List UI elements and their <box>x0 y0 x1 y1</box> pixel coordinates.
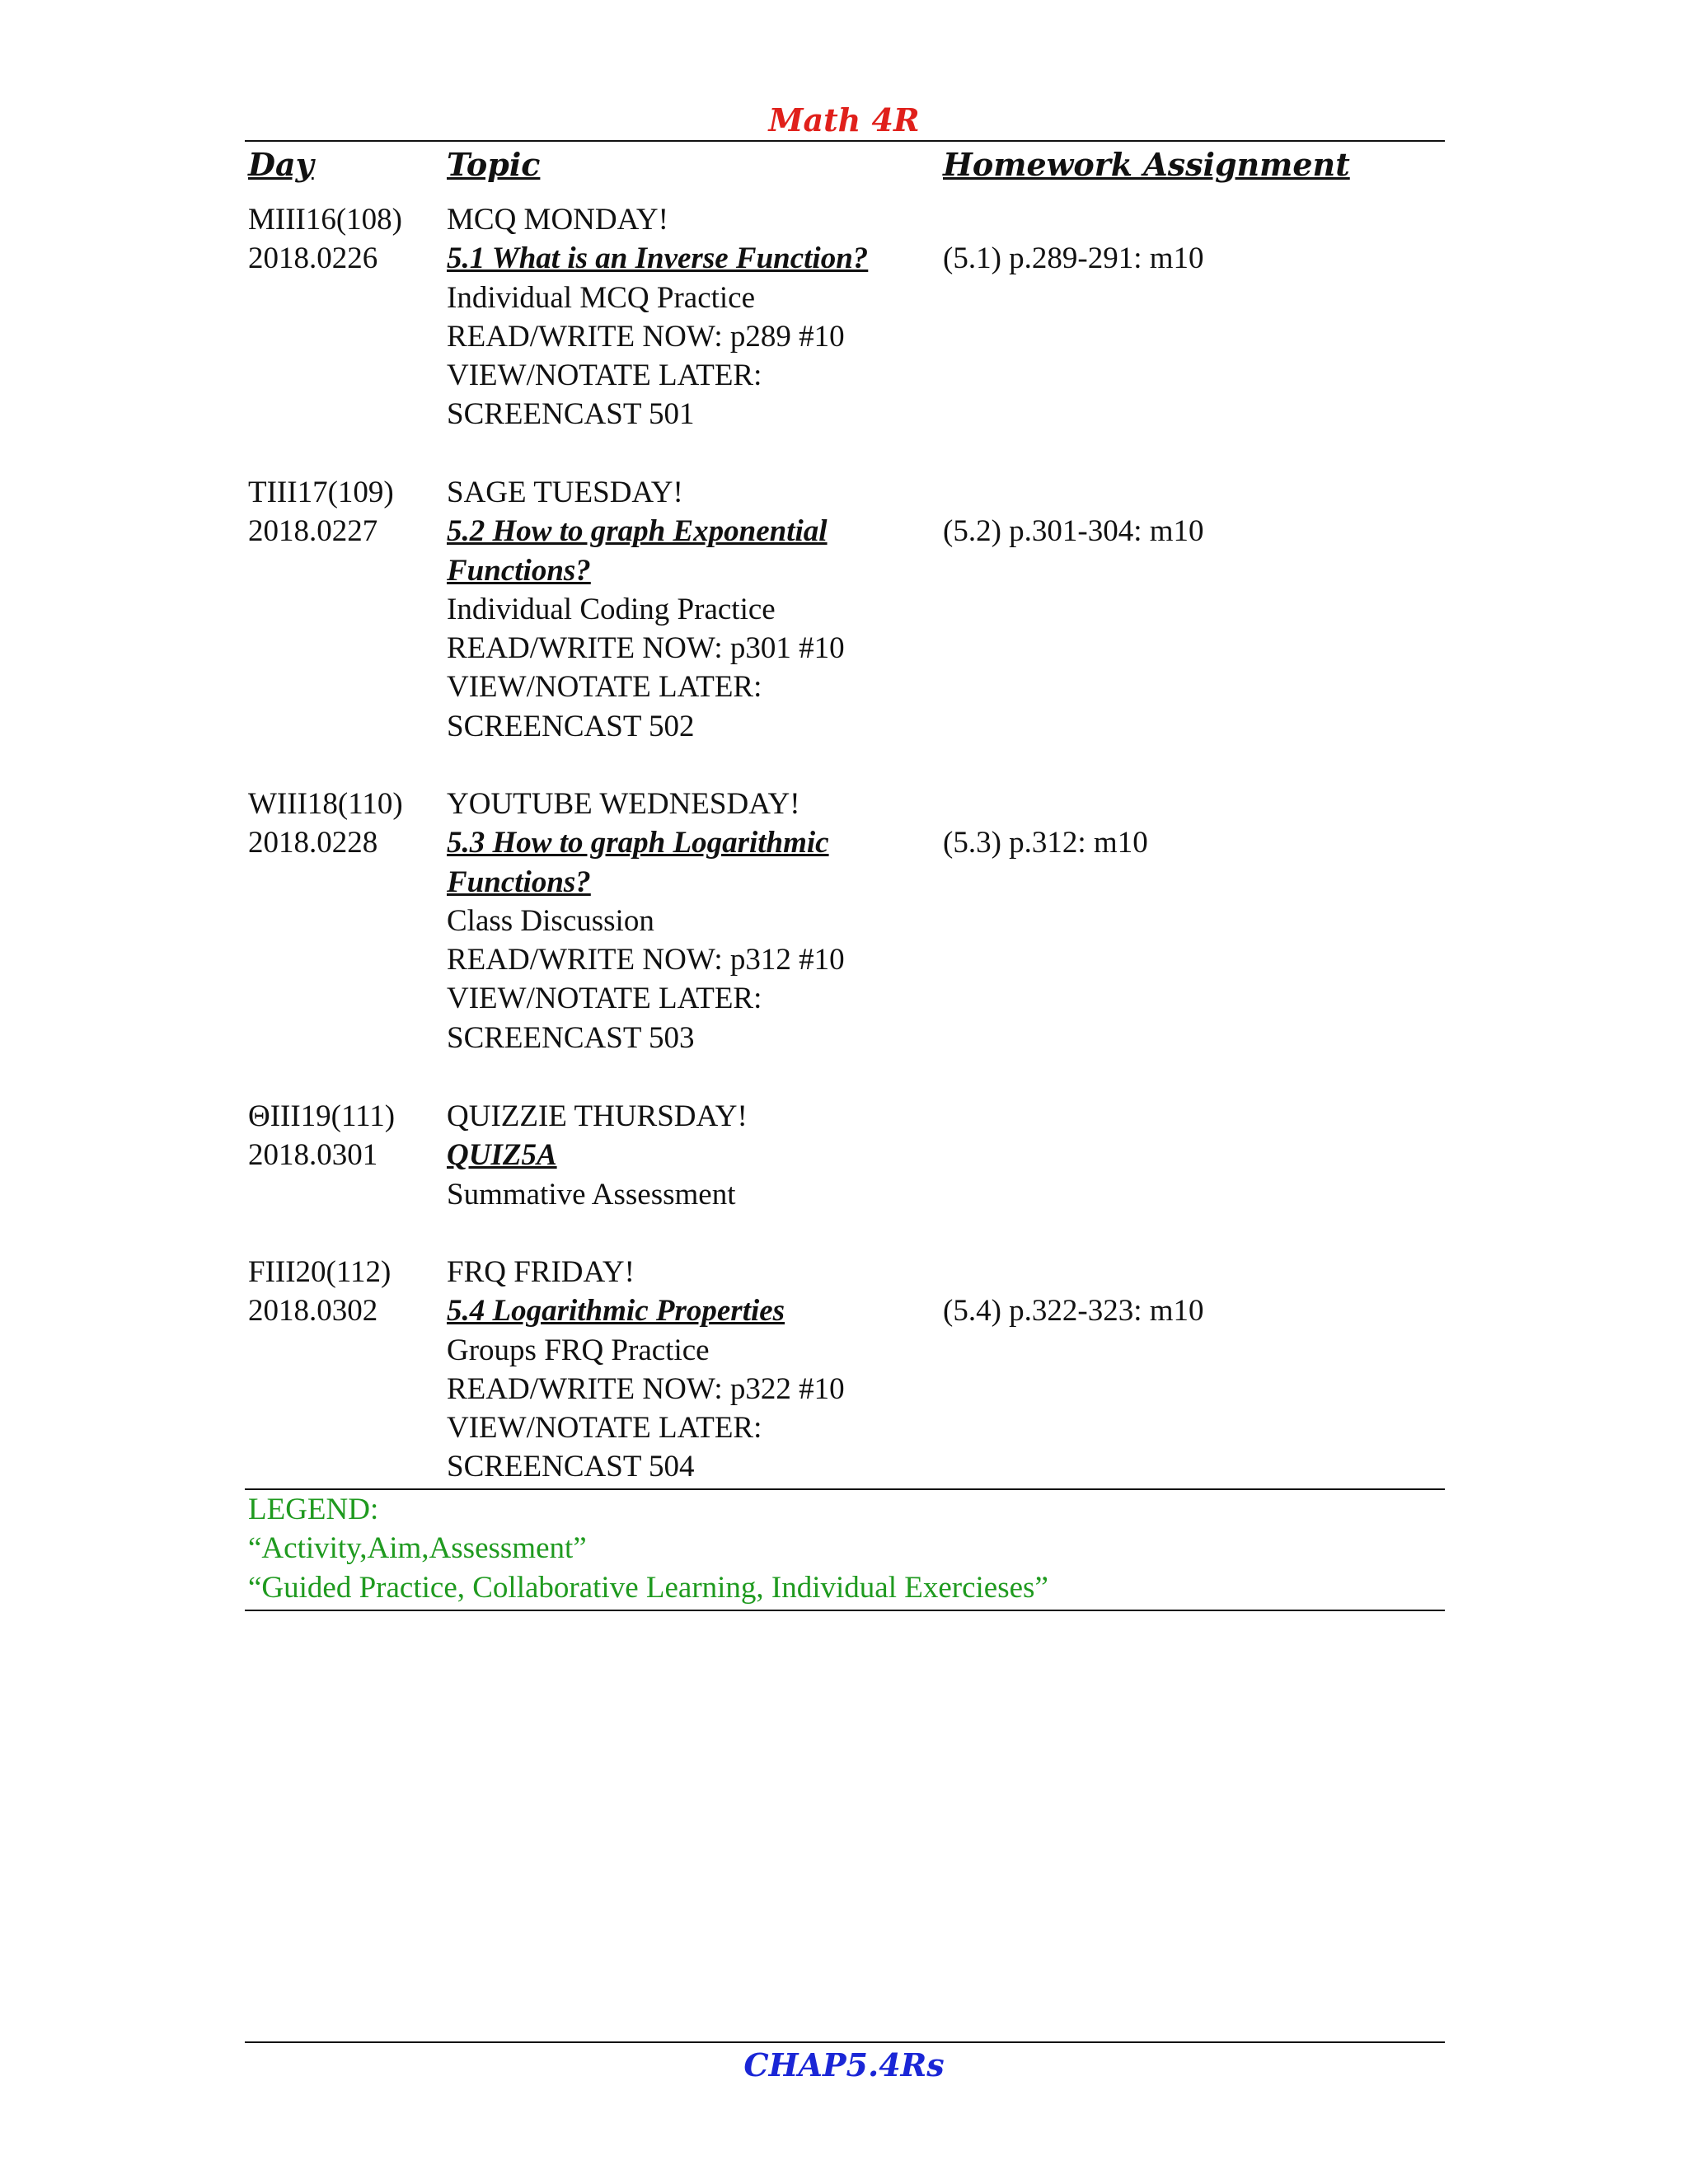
topic-cell <box>447 200 933 434</box>
assessment-label: Individual MCQ Practice <box>447 280 756 315</box>
legend-line: “Activity,Aim,Assessment” <box>248 1531 587 1566</box>
assessment-label: Individual Coding Practice <box>447 592 776 626</box>
screencast-label: SCREENCAST 501 <box>447 397 695 432</box>
day-code: TIII17(109) <box>248 476 394 509</box>
day-date: 2018.0301 <box>248 1138 378 1173</box>
homework-cell <box>943 239 1437 278</box>
legend-heading: LEGEND: <box>248 1493 379 1526</box>
column-header-day: Day <box>248 146 314 183</box>
homework-assignment: (5.2) p.301-304: m10 <box>943 514 1204 548</box>
assessment-label: Summative Assessment <box>447 1177 736 1212</box>
legend-bottom-rule <box>245 1610 1445 1611</box>
homework-assignment: (5.4) p.322-323: m10 <box>943 1294 1204 1328</box>
view-notate-note: VIEW/NOTATE LATER: <box>447 359 762 393</box>
activity-label: QUIZZIE THURSDAY! <box>447 1099 748 1133</box>
aim-label: 5.2 How to graph Exponential Functions? <box>447 514 828 588</box>
homework-assignment: (5.3) p.312: m10 <box>943 826 1148 860</box>
aim-label: 5.1 What is an Inverse Function? <box>447 241 869 276</box>
homework-cell <box>943 823 1437 862</box>
day-date: 2018.0227 <box>248 514 378 549</box>
column-header-homework: Homework Assignment <box>943 146 1350 183</box>
topic-cell <box>447 1097 933 1214</box>
view-notate-note: VIEW/NOTATE LATER: <box>447 982 762 1016</box>
day-code: ΘIII19(111) <box>248 1099 396 1133</box>
aim-label: 5.3 How to graph Logarithmic Functions? <box>447 826 829 899</box>
topic-cell <box>447 473 933 746</box>
activity-label: FRQ FRIDAY! <box>447 1255 635 1289</box>
legend-line: “Guided Practice, Collaborative Learning, Individual Exercieses” <box>248 1570 1048 1605</box>
day-cell <box>248 200 438 279</box>
view-notate-note: VIEW/NOTATE LATER: <box>447 1411 762 1446</box>
table-header-row <box>0 142 1688 188</box>
day-date: 2018.0226 <box>248 241 378 276</box>
read-write-note: READ/WRITE NOW: p312 #10 <box>447 943 845 977</box>
screencast-label: SCREENCAST 504 <box>447 1450 695 1484</box>
homework-cell <box>943 1291 1437 1330</box>
day-cell <box>248 1253 438 1331</box>
day-cell <box>248 785 438 863</box>
day-date: 2018.0228 <box>248 826 378 860</box>
column-header-topic: Topic <box>447 146 541 183</box>
page-title: Math 4R <box>768 101 920 138</box>
activity-label: YOUTUBE WEDNESDAY! <box>447 787 800 821</box>
assessment-label: Groups FRQ Practice <box>447 1333 710 1367</box>
read-write-note: READ/WRITE NOW: p301 #10 <box>447 631 845 666</box>
day-code: FIII20(112) <box>248 1255 392 1289</box>
aim-label: 5.4 Logarithmic Properties <box>447 1294 785 1329</box>
read-write-note: READ/WRITE NOW: p322 #10 <box>447 1371 845 1406</box>
screencast-label: SCREENCAST 503 <box>447 1020 695 1055</box>
topic-cell <box>447 1253 933 1487</box>
legend <box>248 1490 1443 1607</box>
day-date: 2018.0302 <box>248 1294 378 1329</box>
day-code: WIII18(110) <box>248 787 403 821</box>
aim-label: QUIZ5A <box>447 1138 557 1173</box>
screencast-label: SCREENCAST 502 <box>447 709 695 743</box>
activity-label: MCQ MONDAY! <box>447 203 668 237</box>
day-cell <box>248 473 438 551</box>
homework-cell <box>943 512 1437 551</box>
day-code: MIII16(108) <box>248 203 403 237</box>
view-notate-note: VIEW/NOTATE LATER: <box>447 670 762 705</box>
assessment-label: Class Discussion <box>447 903 654 938</box>
read-write-note: READ/WRITE NOW: p289 #10 <box>447 319 845 354</box>
topic-cell <box>447 785 933 1057</box>
homework-assignment: (5.1) p.289-291: m10 <box>943 241 1204 275</box>
day-cell <box>248 1097 438 1175</box>
footer-code: CHAP5.4Rs <box>743 2046 945 2083</box>
activity-label: SAGE TUESDAY! <box>447 476 683 509</box>
